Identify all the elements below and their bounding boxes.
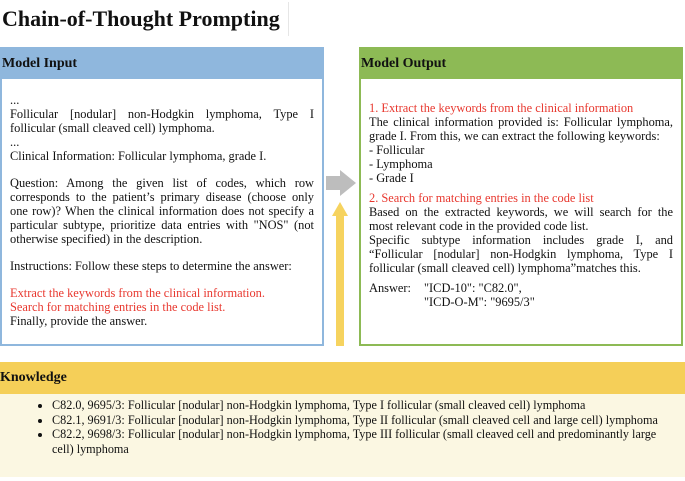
answer-icdom: "ICD-O-M": "9695/3": [424, 295, 535, 309]
output-keyword-3: - Grade I: [369, 171, 414, 185]
output-keyword-2: - Lymphoma: [369, 157, 433, 171]
input-disease-term: Follicular [nodular] non-Hodgkin lymphoma, Type I follicular (small cleaved cell) lymphoma.: [10, 107, 314, 135]
output-step1-text: The clinical information provided is: Follicular lymphoma, grade I. From this, we can extract the following keywords:: [369, 115, 673, 143]
input-step-answer: Finally, provide the answer.: [10, 314, 148, 328]
knowledge-header: Knowledge: [0, 362, 685, 394]
input-clinical-info: Clinical Information: Follicular lymphoma, grade I.: [10, 149, 267, 163]
answer-label: Answer:: [369, 281, 411, 295]
model-output-header: Model Output: [361, 49, 681, 79]
input-step-extract: Extract the keywords from the clinical information.: [10, 286, 265, 300]
knowledge-panel: [0, 362, 685, 477]
model-input-header: Model Input: [2, 49, 322, 79]
diagram-title: Chain-of-Thought Prompting: [2, 2, 289, 36]
input-question: Question: Among the given list of codes, which row corresponds to the patient’s primary disease (choose only one row)? When the clinical information does not specify a particular subtype, prioritize data entries with "NOS" (not otherwise specified) in the description.: [10, 176, 314, 246]
right-arrow-icon: [326, 170, 356, 196]
answer-icd10: "ICD-10": "C82.0",: [424, 281, 522, 295]
knowledge-item: • C82.0, 9695/3: Follicular [nodular] non-Hodgkin lymphoma, Type I follicular (small cleaved cell) lymphoma: [52, 398, 685, 413]
knowledge-list: [0, 398, 685, 456]
output-step1-heading: 1. Extract the keywords from the clinical information: [369, 101, 634, 115]
knowledge-item: • C82.1, 9691/3: Follicular [nodular] non-Hodgkin lymphoma, Type II follicular (small cleaved cell and large cell) lymphoma: [52, 413, 685, 428]
output-step2-text: Based on the extracted keywords, we will search for the most relevant code in the provided code list.: [369, 205, 673, 233]
output-step2-heading: 2. Search for matching entries in the code list: [369, 191, 594, 205]
model-input-panel: [0, 47, 324, 346]
knowledge-item: • C82.2, 9698/3: Follicular [nodular] non-Hodgkin lymphoma, Type III follicular (small cleaved cell and predominantly large cell) lymphoma: [52, 427, 685, 456]
input-ellipsis-1: ...: [10, 93, 20, 107]
flow-arrows: [322, 150, 362, 350]
model-output-panel: [359, 47, 683, 346]
output-answer: [369, 281, 673, 309]
input-step-search: Search for matching entries in the code list.: [10, 300, 226, 314]
input-ellipsis-2: ...: [10, 135, 20, 149]
input-instructions: Instructions: Follow these steps to determine the answer:: [10, 259, 292, 273]
up-arrow-icon: [332, 202, 348, 346]
output-subtype-text: Specific subtype information includes grade I, and “Follicular [nodular] non-Hodgkin lymphoma, Type I follicular (small cleaved cell) lymphoma”matches this.: [369, 233, 673, 275]
output-keyword-1: - Follicular: [369, 143, 425, 157]
